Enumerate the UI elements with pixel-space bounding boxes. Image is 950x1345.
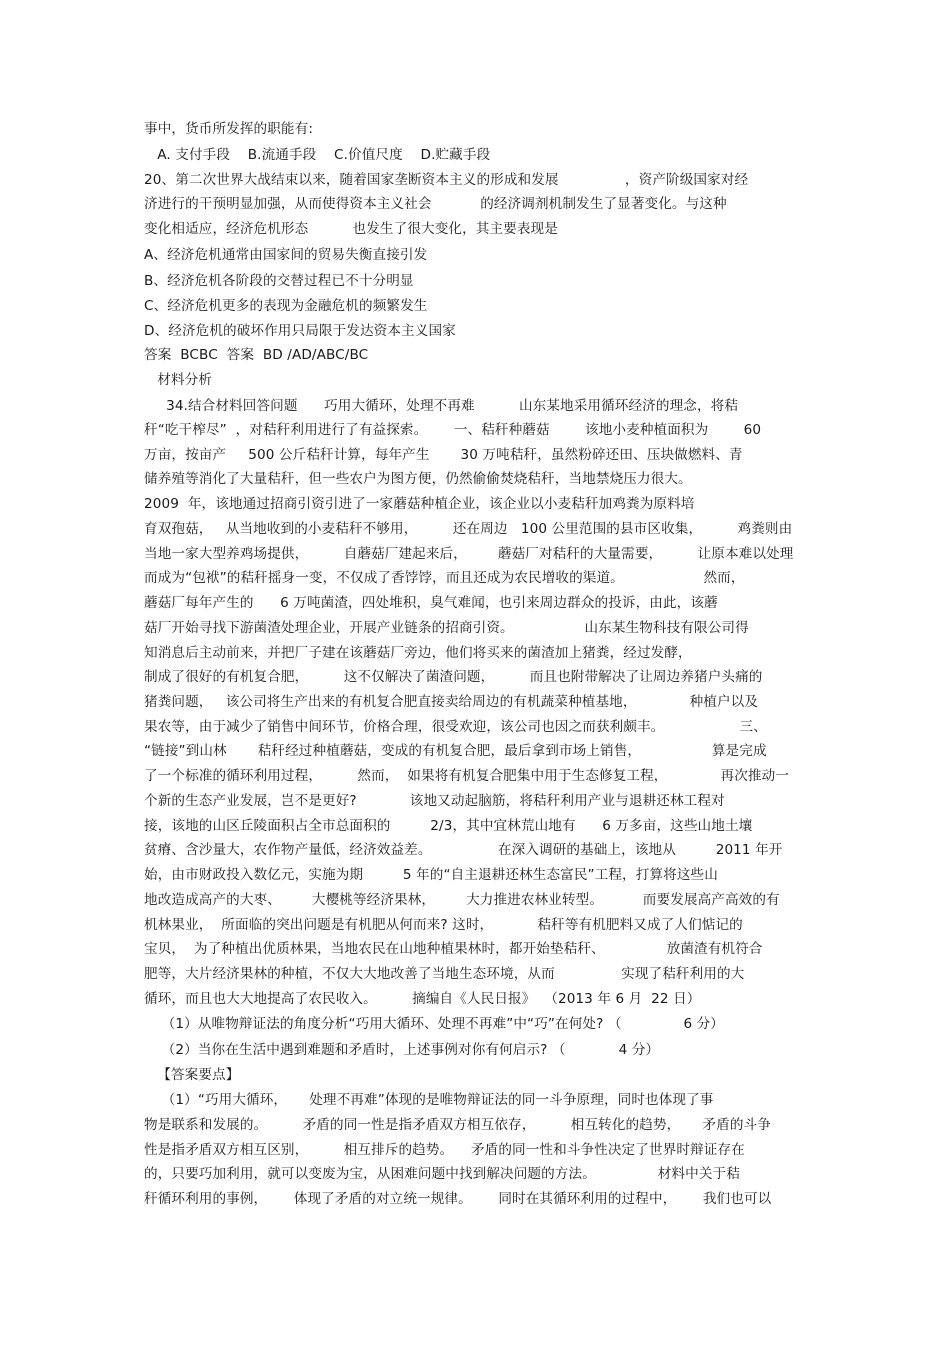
text-line: 蘑菇厂每年产生的 6 万吨菌渣，四处堆积，臭气难闻，也引来周边群众的投诉，由此，该蘑	[144, 595, 718, 611]
text-line: （1）从唯物辩证法的角度分析“巧用大循环、处理不再难”中“巧”在何处? （ 6 分）	[144, 1016, 725, 1032]
text-line: 34.结合材料回答问题 巧用大循环，处理不再难 山东某地采用循环经济的理念，将秸	[144, 398, 739, 414]
text-line: （2）当你在生活中遇到难题和矛盾时，上述事例对你有何启示? （ 4 分）	[144, 1042, 660, 1058]
text-line: 育双孢菇， 从当地收到的小麦秸秆不够用， 还在周边 100 公里范围的县市区收集， 鸡粪则由	[144, 521, 793, 537]
text-line: B、经济危机各阶段的交替过程已不十分明显	[144, 273, 414, 289]
text-line: 猪粪问题， 该公司将生产出来的有机复合肥直接卖给周边的有机蔬菜种植基地， 种植户以及	[144, 694, 759, 710]
text-line: 2009 年，该地通过招商引资引进了一家蘑菇种植企业，该企业以小麦秸秆加鸡粪为原料培	[144, 496, 695, 512]
text-line: 当地一家大型养鸡场提供， 自蘑菇厂建起来后， 蘑菇厂对秸秆的大量需要， 让原本难以处理	[144, 546, 794, 562]
text-line: 机林果业， 所面临的突出问题是有机肥从何而来? 这时， 秸秆等有机肥料又成了人们惦记的	[144, 917, 743, 933]
text-line: 知消息后主动前来，并把厂子建在该蘑菇厂旁边，他们将买来的菌渣加上猪粪，经过发酵，	[144, 645, 692, 661]
text-line: A. 支付手段 B.流通手段 C.价值尺度 D.贮藏手段	[144, 147, 491, 163]
text-line: 性是指矛盾双方相互区别， 相互排斥的趋势。 矛盾的同一性和斗争性决定了世界时辩证存在	[144, 1142, 745, 1158]
text-line: 循环，而且也大大地提高了农民收入。 摘编自《人民日报》 （2013 年 6 月 22 日）	[144, 991, 701, 1007]
text-line: 万亩，按亩产 500 公斤秸秆计算，每年产生 30 万吨秸秆，虽然粉碎还田、压块做燃料、青	[144, 447, 743, 463]
text-line: C、经济危机更多的表现为金融危机的频繁发生	[144, 298, 428, 314]
text-line: 【答案要点】	[144, 1067, 240, 1083]
text-line: A、经济危机通常由国家间的贸易失衡直接引发	[144, 247, 428, 263]
text-line: （1）“巧用大循环， 处理不再难”体现的是唯物辩证法的同一斗争原理，同时也体现了事	[144, 1092, 714, 1108]
text-line: 材料分析	[144, 372, 213, 388]
text-line: 储养殖等消化了大量秸秆，但一些农户为图方便，仍然偷偷焚烧秸秆，当地禁烧压力很大。	[144, 471, 692, 487]
text-line: 了一个标准的循环利用过程， 然而， 如果将有机复合肥集中用于生态修复工程， 再次推动一	[144, 768, 790, 784]
text-line: 宝贝， 为了种植出优质林果，当地农民在山地种植果林时，都开始垫秸秆、 放菌渣有机符合	[144, 941, 763, 957]
text-line: D、经济危机的破坏作用只局限于发达资本主义国家	[144, 323, 456, 339]
text-line: 制成了很好的有机复合肥， 这不仅解决了菌渣问题， 而且也附带解决了让周边养猪户头痛的	[144, 669, 763, 685]
text-line: 肥等，大片经济果林的种植，不仅大大地改善了当地生态环境，从而 实现了秸秆利用的大	[144, 966, 745, 982]
text-line: 济进行的干预明显加强，从而使得资本主义社会 的经济调剂机制发生了显著变化。与这种	[144, 196, 727, 212]
text-line: 秆“吃干榨尽” ，对秸秆利用进行了有益探索。 一、秸秆种蘑菇 该地小麦种植面积为 60	[144, 422, 762, 438]
text-line: 地改造成高产的大枣、 大樱桃等经济果林， 大力推进农林业转型。 而要发展高产高效的有	[144, 892, 780, 908]
text-line: 秆循环利用的事例， 体现了矛盾的对立统一规律。 同时在其循环利用的过程中， 我们也可以	[144, 1191, 772, 1207]
text-line: 贫瘠、含沙量大，农作物产量低，经济效益差。 在深入调研的基础上，该地从 2011 年开	[144, 842, 783, 858]
text-line: 接，该地的山区丘陵面积占全市总面积的 2/3，其中宜林荒山地有 6 万多亩，这些山地土壤	[144, 818, 753, 834]
text-line: 而成为“包袱”的秸秆摇身一变，不仅成了香饽饽，而且还成为农民增收的渠道。 然而，	[144, 570, 745, 586]
text-line: 答案 BCBC 答案 BD /AD/ABC/BC	[144, 347, 369, 363]
text-line: 物是联系和发展的。 矛盾的同一性是指矛盾双方相互依存， 相互转化的趋势， 矛盾的斗争	[144, 1117, 771, 1133]
text-line: 20、第二次世界大战结束以来，随着国家垄断资本主义的形成和发展 ，资产阶级国家对经	[144, 172, 749, 188]
text-line: 菇厂开始寻找下游菌渣处理企业，开展产业链条的招商引资。 山东某生物科技有限公司得	[144, 620, 749, 636]
text-line: 个新的生态产业发展，岂不是更好? 该地又动起脑筋，将秸秆利用产业与退耕还林工程对	[144, 793, 725, 809]
text-line: 始，由市财政投入数亿元，实施为期 5 年的“自主退耕还林生态富民”工程，打算将这些山	[144, 867, 718, 883]
text-line: “链接”到山林 秸秆经过种植蘑菇，变成的有机复合肥，最后拿到市场上销售， 算是完成	[144, 743, 767, 759]
text-line: 事中，货币所发挥的职能有:	[144, 121, 314, 137]
text-line: 的，只要巧加利用，就可以变废为宝，从困难问题中找到解决问题的方法。 材料中关于秸	[144, 1166, 740, 1182]
text-line: 果农等，由于减少了销售中间环节，价格合理，很受欢迎，该公司也因之而获利颇丰。 三、	[144, 719, 767, 735]
text-line: 变化相适应，经济危机形态 也发生了很大变化，其主要表现是	[144, 221, 558, 237]
